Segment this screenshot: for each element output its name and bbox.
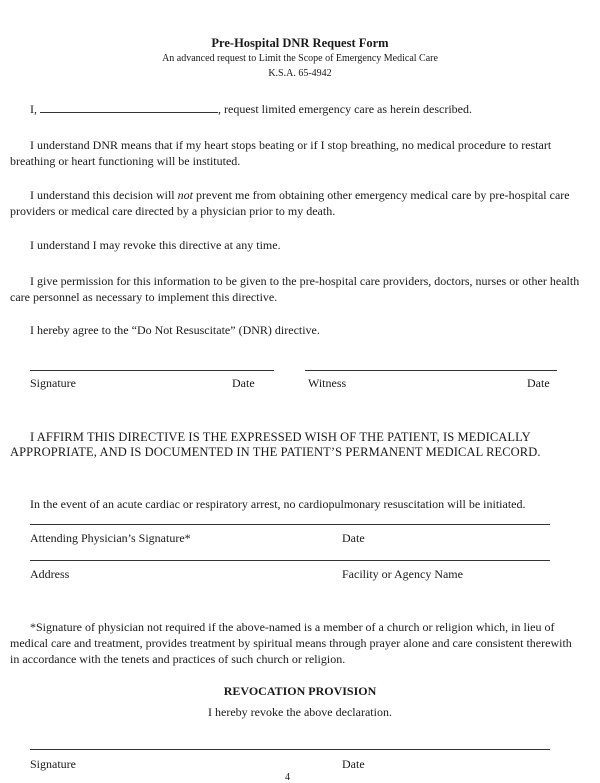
paragraph-decision	[10, 187, 580, 219]
signature-label: Signature	[30, 376, 76, 390]
revocation-title: REVOCATION PROVISION	[223, 684, 377, 698]
address-line[interactable]	[30, 560, 550, 561]
physician-signature-label: Attending Physician’s Signature*	[30, 531, 191, 545]
statute-reference: K.S.A. 65-4942	[268, 68, 332, 79]
patient-name-field[interactable]	[40, 101, 218, 113]
physician-signature-line[interactable]	[30, 524, 550, 525]
paragraph-permission: I give permission for this information to be given to the pre-hospital care providers, doctors, nurses or other health care personnel as necessary to implement this directive.	[10, 274, 580, 304]
physician-date-label: Date	[342, 531, 365, 545]
physician-affirmation: I AFFIRM THIS DIRECTIVE IS THE EXPRESSED WISH OF THE PATIENT, IS MEDICALLY APPROPRIATE, AND IS DOCUMENTED IN THE PATIENT’S PERMANENT MEDICAL RECORD.	[10, 430, 541, 459]
paragraph-agree: I hereby agree to the “Do Not Resuscitate” (DNR) directive.	[30, 323, 320, 337]
witness-date-label: Date	[527, 376, 550, 390]
decision-emphasis: not	[177, 188, 193, 202]
intro-suffix: , request limited emergency care as herein described.	[218, 102, 472, 116]
paragraph-revoke: I understand I may revoke this directive at any time.	[30, 238, 281, 252]
witness-signature-line[interactable]	[305, 370, 557, 371]
facility-label: Facility or Agency Name	[342, 567, 463, 581]
intro-prefix: I,	[30, 102, 37, 116]
patient-signature-line[interactable]	[30, 370, 274, 371]
revocation-signature-label: Signature	[30, 757, 76, 771]
address-label: Address	[30, 567, 70, 581]
witness-label: Witness	[308, 376, 347, 390]
signature-date-label: Date	[232, 376, 255, 390]
paragraph-dnr-meaning: I understand DNR means that if my heart stops beating or if I stop breathing, no medical procedure to restart breathing or heart functioning will be instituted.	[10, 138, 552, 168]
revocation-signature-line[interactable]	[30, 749, 550, 750]
form-title: Pre-Hospital DNR Request Form	[211, 36, 389, 50]
form-subtitle: An advanced request to Limit the Scope of Emergency Medical Care	[162, 53, 438, 64]
revocation-date-label: Date	[342, 757, 365, 771]
page-number: 4	[285, 772, 290, 783]
decision-text-a: I understand this decision will	[30, 188, 178, 202]
intro-line	[30, 101, 570, 117]
physician-footnote: *Signature of physician not required if the above-named is a member of a church or religion which, in lieu of medical care and treatment, provides treatment by spiritual means through prayer alone and care consistent therewith in accordance with the tenets and practices of such church or religion.	[10, 620, 572, 666]
arrest-statement: In the event of an acute cardiac or respiratory arrest, no cardiopulmonary resuscitation will be initiated.	[30, 497, 526, 511]
decision-text-b: prevent me from obtaining other emergency medical care by pre-hospital care providers or medical care directed by a physician prior to my death.	[10, 188, 570, 218]
revocation-text: I hereby revoke the above declaration.	[208, 705, 392, 719]
